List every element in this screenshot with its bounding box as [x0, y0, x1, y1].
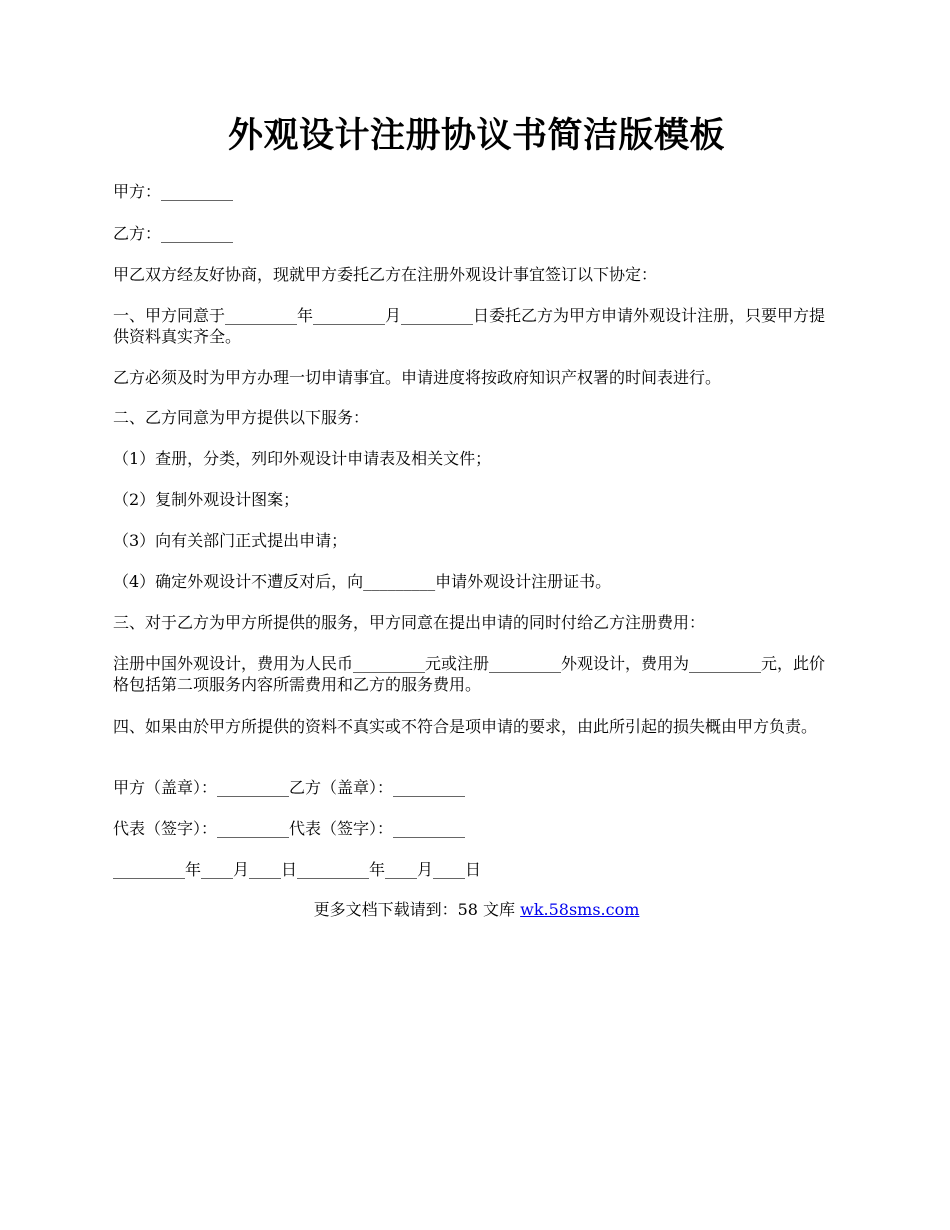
service-item-2: （2）复制外观设计图案； [113, 490, 300, 509]
footer-text: 更多文档下载请到：58 文库 [313, 900, 521, 919]
document-title: 外观设计注册协议书简洁版模板 [227, 115, 725, 156]
clause-4-paragraph: 四、如果由於甲方所提供的资料不真实或不符合是项申请的要求，由此所引起的损失概由甲方负责。 [113, 717, 818, 736]
clause-2-paragraph: 二、乙方同意为甲方提供以下服务： [113, 408, 370, 427]
fee-paragraph: 注册中国外观设计，费用为人民币_________元或注册_________外观设计，费用为_________元，此价格包括第二项服务内容所需费用和乙方的服务费用。 [113, 654, 826, 694]
clause-1-note-paragraph: 乙方必须及时为甲方办理一切申请事宜。申请进度将按政府知识产权署的时间表进行。 [113, 368, 722, 387]
intro-paragraph: 甲乙双方经友好协商，现就甲方委托乙方在注册外观设计事宜签订以下协定： [113, 265, 658, 284]
clause-3-paragraph: 三、对于乙方为甲方所提供的服务，甲方同意在提出申请的同时付给乙方注册费用： [113, 613, 706, 632]
party-a-line: 甲方：_________ [113, 182, 234, 201]
service-item-3: （3）向有关部门正式提出申请； [113, 531, 348, 550]
seal-line: 甲方（盖章）：_________乙方（盖章）：_________ [113, 778, 466, 797]
signature-line: 代表（签字）：_________代表（签字）：_________ [113, 819, 466, 838]
party-b-line: 乙方：_________ [113, 224, 234, 243]
date-line: _________年____月____日_________年____月____日 [113, 860, 482, 879]
footer [113, 899, 840, 921]
service-item-4: （4）确定外观设计不遭反对后，向_________申请外观设计注册证书。 [113, 572, 612, 591]
service-item-1: （1）查册，分类，列印外观设计申请表及相关文件； [113, 449, 492, 468]
footer-link[interactable]: wk.58sms.com [520, 900, 640, 919]
clause-1-paragraph: 一、甲方同意于_________年_________月_________日委托乙方为甲方申请外观设计注册，只要甲方提供资料真实齐全。 [113, 306, 826, 346]
